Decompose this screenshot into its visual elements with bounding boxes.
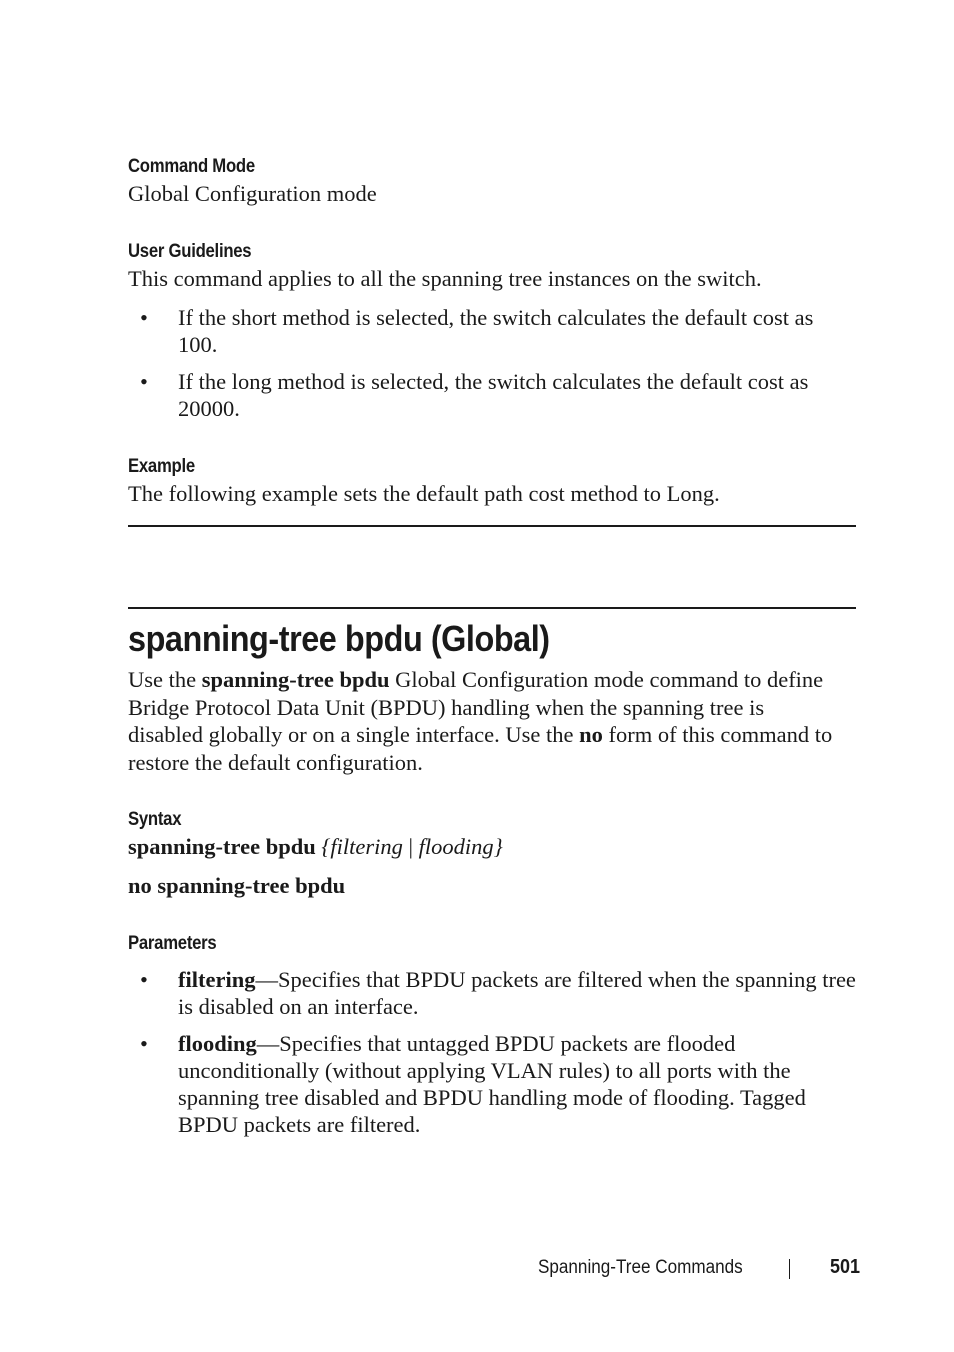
syntax-brace-open: {: [321, 834, 331, 859]
bullet-marker: •: [140, 305, 148, 330]
description-line-3: [128, 721, 856, 749]
description-line-4: restore the default configuration.: [128, 749, 423, 775]
em-dash: —: [256, 1031, 280, 1056]
parameter-flooding-line-2: unconditionally (without applying VLAN rules) to all ports with the: [178, 1058, 791, 1083]
guideline-2-line-1: If the long method is selected, the switch calculates the default cost as: [178, 369, 809, 394]
guideline-2-line-2: 20000.: [178, 396, 240, 421]
section-start-rule: [128, 607, 856, 609]
command-mode-text: Global Configuration mode: [128, 181, 377, 206]
bullet-marker: •: [140, 967, 148, 992]
syntax-line-1: [128, 833, 856, 861]
parameter-flooding-line-1: [178, 1030, 858, 1057]
user-guidelines-intro: This command applies to all the spanning tree instances on the switch.: [128, 266, 762, 291]
syntax-brace-close: }: [493, 834, 503, 859]
description-line-1: [128, 666, 856, 694]
parameter-term: flooding: [178, 1031, 257, 1056]
syntax-separator: |: [402, 834, 419, 859]
user-guidelines-heading: User Guidelines: [128, 241, 252, 262]
parameter-filtering-line-2: is disabled on an interface.: [178, 994, 419, 1019]
footer-divider: [789, 1259, 790, 1279]
em-dash: —: [255, 967, 278, 992]
parameter-term: filtering: [178, 967, 256, 992]
page-title: spanning-tree bpdu (Global): [128, 618, 550, 659]
parameters-heading: Parameters: [128, 933, 217, 954]
command-mode-heading: Command Mode: [128, 156, 255, 177]
no-keyword: no: [579, 722, 603, 747]
syntax-option-filtering: filtering: [330, 834, 403, 859]
example-text: The following example sets the default path cost method to Long.: [128, 481, 720, 506]
command-description: [128, 666, 856, 776]
command-keyword: spanning-tree bpdu: [201, 667, 390, 692]
parameter-description: Specifies that BPDU packets are filtered when the spanning tree: [277, 967, 856, 992]
bullet-marker: •: [140, 369, 148, 394]
page-number: 501: [830, 1256, 861, 1278]
description-text: disabled globally or on a single interface. Use the: [128, 722, 580, 747]
parameter-flooding-line-4: BPDU packets are filtered.: [178, 1112, 421, 1137]
section-end-rule: [128, 525, 856, 527]
syntax-no-command: no spanning-tree bpdu: [128, 873, 346, 898]
footer-chapter-label: Spanning-Tree Commands: [538, 1257, 743, 1278]
description-line-2: Bridge Protocol Data Unit (BPDU) handling when the spanning tree is: [128, 694, 765, 720]
example-heading: Example: [128, 456, 195, 477]
parameter-filtering-line-1: [178, 966, 858, 993]
syntax-heading: Syntax: [128, 809, 182, 830]
description-text: Global Configuration mode command to define: [389, 667, 824, 692]
syntax-option-flooding: flooding: [418, 834, 494, 859]
syntax-command: spanning-tree bpdu: [128, 834, 316, 859]
guideline-1-line-2: 100.: [178, 332, 218, 357]
description-text: form of this command to: [602, 722, 833, 747]
description-text: Use the: [128, 667, 202, 692]
parameter-description: Specifies that untagged BPDU packets are flooded: [279, 1031, 736, 1056]
guideline-1-line-1: If the short method is selected, the switch calculates the default cost as: [178, 305, 814, 330]
syntax-line-2: [128, 872, 856, 900]
parameter-flooding-line-3: spanning tree disabled and BPDU handling mode of flooding. Tagged: [178, 1085, 806, 1110]
bullet-marker: •: [140, 1031, 148, 1056]
